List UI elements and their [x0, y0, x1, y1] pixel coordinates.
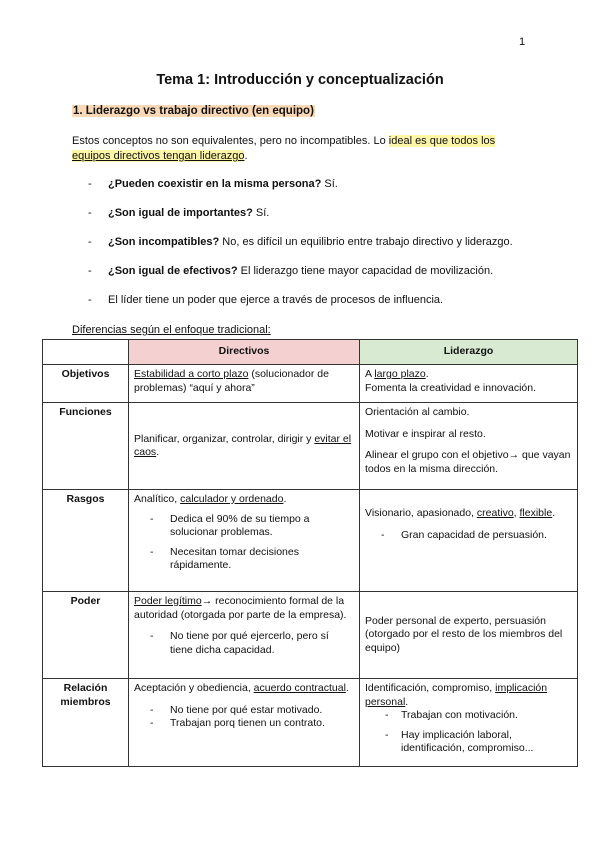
- bullet-text: Necesitan tomar decisiones rápidamente.: [170, 545, 299, 571]
- cell-text: .: [345, 682, 349, 694]
- list-item: [134, 717, 354, 731]
- underlined-text: Poder legítimo: [134, 595, 202, 607]
- dash-bullet-icon: -: [150, 545, 154, 558]
- cell-text: .: [405, 695, 409, 708]
- dash-bullet-icon: -: [150, 703, 154, 716]
- bullet-text: Hay implicación laboral, identificación, compromiso...: [401, 728, 534, 754]
- page-number: 1: [519, 36, 526, 48]
- list-item: [365, 729, 572, 756]
- row-label: Relación miembros: [43, 679, 129, 767]
- column-header-directivos: Directivos: [129, 340, 360, 365]
- directivos-cell: [129, 679, 360, 767]
- list-item: [88, 265, 513, 294]
- cell-text: .: [156, 446, 160, 458]
- list-item: [134, 546, 354, 573]
- cell-line: [365, 507, 572, 521]
- cell-text: .: [425, 368, 429, 380]
- dash-bullet-icon: -: [385, 728, 389, 741]
- question-bold: ¿Son incompatibles?: [108, 236, 220, 248]
- row-label: Rasgos: [43, 490, 129, 592]
- bullet-text: Dedica el 90% de su tiempo a solucionar problemas.: [170, 512, 310, 538]
- dash-bullet-icon: -: [381, 528, 385, 541]
- dash-bullet-icon: -: [88, 178, 92, 190]
- cell-text: .: [283, 493, 287, 505]
- underlined-text: flexible: [519, 507, 553, 519]
- underlined-text: acuerdo contractual: [253, 682, 346, 694]
- liderazgo-cell: [360, 679, 578, 767]
- dash-bullet-icon: -: [150, 717, 154, 729]
- intro-highlight-underlined: equipos directivos tengan liderazgo: [72, 150, 245, 162]
- cell-text: Aceptación y obediencia,: [134, 682, 254, 694]
- dash-bullet-icon: -: [88, 236, 92, 248]
- dash-bullet-icon: -: [88, 294, 92, 306]
- list-item: [88, 236, 513, 265]
- cell-paragraph: Motivar e inspirar al resto.: [365, 427, 486, 440]
- liderazgo-cell: [360, 365, 578, 403]
- table-row: [43, 679, 578, 767]
- question-answer: Sí.: [321, 178, 338, 190]
- directivos-cell: [129, 365, 360, 403]
- cell-text: (solucionador de problemas) “aquí y ahora”: [134, 368, 329, 394]
- cell-text: Analítico,: [134, 493, 181, 505]
- row-label: Funciones: [43, 403, 129, 490]
- liderazgo-cell: [360, 403, 578, 490]
- list-item: [88, 178, 513, 207]
- list-item: [88, 207, 513, 236]
- underlined-text: evitar el caos: [134, 432, 352, 458]
- bullet-text: No tiene por qué estar motivado.: [170, 703, 323, 716]
- bullet-text: Gran capacidad de persuasión.: [401, 528, 547, 541]
- cell-paragraph: Orientación al cambio.: [365, 406, 470, 418]
- dash-bullet-icon: -: [88, 265, 92, 277]
- cell-paragraph: Alinear el grupo con el objetivo→ que vayan todos en la misma dirección.: [365, 449, 571, 475]
- directivos-cell: [129, 403, 360, 490]
- question-answer: El liderazgo tiene mayor capacidad de movilización.: [237, 265, 494, 277]
- intro-end: .: [244, 150, 248, 162]
- cell-text: Planificar, organizar, controlar, dirigir y: [134, 432, 315, 445]
- question-answer: No, es difícil un equilibrio entre trabajo directivo y liderazgo.: [219, 236, 513, 248]
- question-bold: ¿Pueden coexistir en la misma persona?: [108, 178, 322, 190]
- intro-text: Estos conceptos no son equivalentes, pero no incompatibles. Lo: [72, 135, 389, 147]
- table-row: [43, 592, 578, 679]
- dash-bullet-icon: -: [150, 630, 154, 642]
- question-answer: El líder tiene un poder que ejerce a través de procesos de influencia.: [108, 294, 444, 306]
- underlined-text: creativo: [476, 507, 514, 519]
- bullet-text: No tiene por qué ejercerlo, pero sí tiene dicha capacidad.: [170, 630, 329, 656]
- cell-bullet-list: [365, 709, 572, 756]
- question-bold: ¿Son igual de importantes?: [108, 207, 253, 219]
- cell-bullet-list: [134, 704, 354, 731]
- table-header-row: [43, 340, 578, 365]
- cell-bullet-list: [134, 630, 354, 657]
- list-item: [365, 709, 572, 723]
- liderazgo-cell: [360, 490, 578, 592]
- underlined-text: largo plazo: [374, 368, 426, 380]
- list-item: [88, 294, 513, 323]
- empty-header-cell: [43, 340, 129, 365]
- list-item: [365, 529, 572, 543]
- section-heading: 1. Liderazgo vs trabajo directivo (en equipo): [73, 105, 314, 117]
- table-row: [43, 365, 578, 403]
- dash-bullet-icon: -: [385, 709, 389, 721]
- cell-text: Visionario, apasionado,: [365, 507, 477, 519]
- table-row: [43, 403, 578, 490]
- column-header-liderazgo: Liderazgo: [360, 340, 578, 365]
- row-label: Poder: [43, 592, 129, 679]
- table-row: [43, 490, 578, 592]
- underlined-text: implicación personal: [365, 682, 548, 708]
- underlined-text: Estabilidad a corto plazo: [134, 368, 249, 380]
- list-item: [134, 704, 354, 718]
- liderazgo-cell: [360, 592, 578, 679]
- cell-text: Fomenta la creatividad e innovación.: [365, 381, 537, 394]
- row-label: Objetivos: [43, 365, 129, 403]
- dash-bullet-icon: -: [88, 207, 92, 219]
- cell-text: A: [365, 368, 375, 380]
- directivos-cell: [129, 490, 360, 592]
- bullet-text: Trabajan con motivación.: [401, 709, 518, 721]
- page-title: Tema 1: Introducción y conceptualización: [156, 72, 444, 88]
- cell-bullet-list: [365, 529, 572, 543]
- dash-bullet-icon: -: [150, 512, 154, 525]
- question-list: [88, 178, 513, 323]
- cell-bullet-list: [134, 513, 354, 573]
- cell-text: → reconocimiento formal de la autoridad (otorgada por parte de la empresa).: [134, 595, 347, 621]
- cell-text: .: [552, 507, 556, 519]
- cell-text: ,: [513, 507, 520, 519]
- intro-highlight: ideal es que todos los: [388, 135, 496, 147]
- bullet-text: Trabajan porq tienen un contrato.: [170, 717, 325, 729]
- question-answer: Sí.: [252, 207, 270, 219]
- underlined-text: calculador y ordenado: [180, 493, 284, 505]
- directivos-cell: [129, 592, 360, 679]
- list-item: [134, 630, 354, 657]
- list-item: [134, 513, 354, 540]
- comparison-table: [42, 339, 578, 767]
- cell-text: Identificación, compromiso,: [365, 682, 496, 694]
- cell-text: Poder personal de experto, persuasión (otorgado por el resto de los miembros del equipo): [365, 614, 563, 654]
- differences-title: Diferencias según el enfoque tradicional:: [72, 324, 271, 336]
- intro-paragraph: [72, 134, 532, 164]
- question-bold: ¿Son igual de efectivos?: [108, 265, 238, 277]
